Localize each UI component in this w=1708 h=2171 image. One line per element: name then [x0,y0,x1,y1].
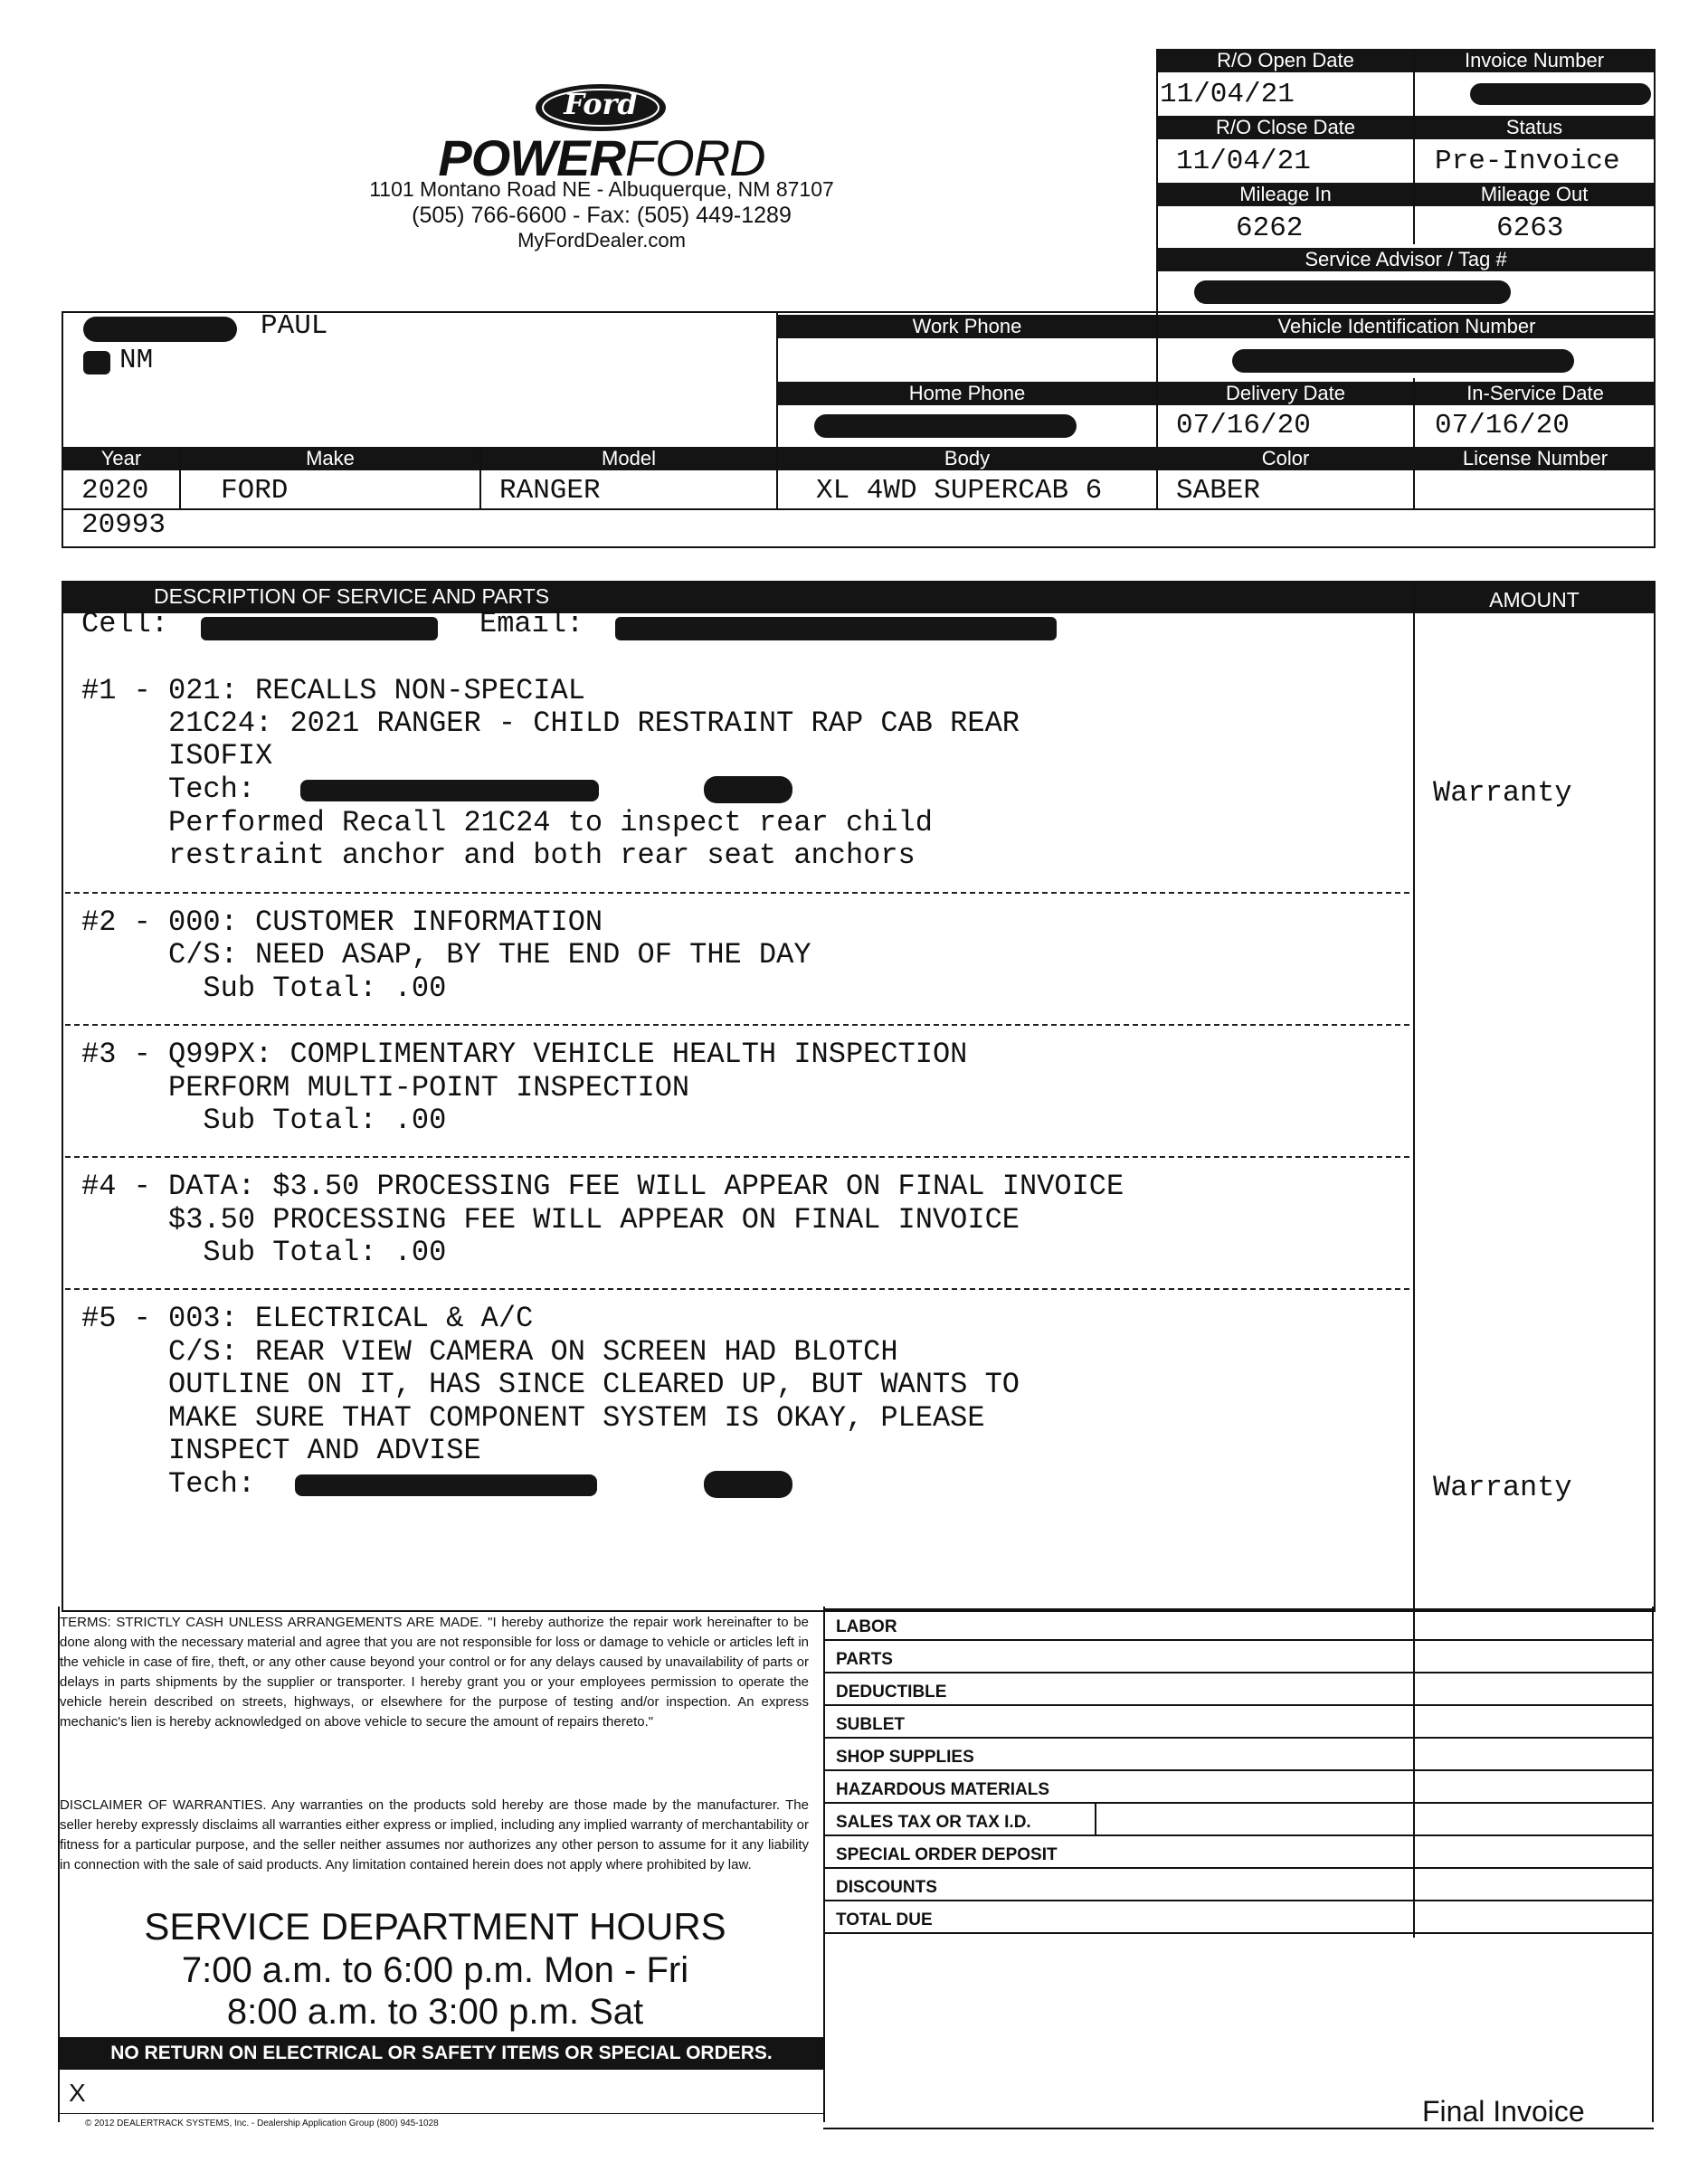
line5-row-1: #5 - 003: ELECTRICAL & A/C [81,1302,534,1335]
no-return-notice: NO RETURN ON ELECTRICAL OR SAFETY ITEMS OR SPECIAL ORDERS. [60,2037,823,2070]
line3-row-1: #3 - Q99PX: COMPLIMENTARY VEHICLE HEALTH INSPECTION [81,1038,968,1071]
in-service-date-label: In-Service Date [1415,382,1656,405]
dealer-website: MyFordDealer.com [517,229,686,251]
labor-row [825,1608,1652,1641]
line4-row-1: #4 - DATA: $3.50 PROCESSING FEE WILL APPEAR ON FINAL INVOICE [81,1170,1124,1203]
make-label: Make [306,447,355,469]
dealer-address: 1101 Montano Road NE - Albuquerque, NM 87107 [369,177,834,201]
license-number-label: License Number [1462,447,1608,469]
vin-redaction [1232,349,1574,373]
sales-tax-row [825,1804,1652,1836]
line3-row-3: Sub Total: .00 [81,1104,447,1137]
status-value: Pre-Invoice [1435,146,1620,177]
hazardous-label: HAZARDOUS MATERIALS [836,1780,1050,1799]
vin-label: Vehicle Identification Number [1158,315,1656,338]
ro-open-date-label: R/O Open Date [1158,49,1413,72]
line1-row-3: ISOFIX [81,739,273,773]
line5-row-3: OUTLINE ON IT, HAS SINCE CLEARED UP, BUT WANTS TO [81,1368,1020,1401]
total-due-row [825,1901,1652,1934]
ro-close-date-label: R/O Close Date [1158,116,1413,139]
email-label: Email: [479,607,584,640]
home-phone-redaction [814,414,1077,438]
tech-id-redaction-1 [704,776,792,803]
parts-row [825,1641,1652,1673]
dealer-name-rest: FORD [624,129,765,186]
body-label: Body [944,447,991,469]
in-service-date: 07/16/20 [1435,410,1570,441]
terms-text: TERMS: STRICTLY CASH UNLESS ARRANGEMENTS ARE MADE. "I hereby authorize the repair work hereinafter to be done along with the necessary material and agree that you are not responsible for loss or damage to vehicle or articles left in the vehicle in case of fire, theft, or any other cause beyond your control or for any delays caused by unavailability of parts or delays in parts shipments by the supplier or transporter. I hereby grant you or your employees permission to operate the vehicle herein described on streets, highways, or elsewhere for the purpose of testing and/or inspection. An express mechanic's lien is hereby acknowledged on above vehicle to secure the amount of repairs thereto." [60,1615,809,1730]
cell-redaction [201,617,438,640]
line5-row-6: Tech: [81,1467,256,1501]
tech-id-redaction-2 [704,1471,792,1498]
sublet-label: SUBLET [836,1715,905,1734]
tech-name-redaction-1 [300,780,599,801]
year-label: Year [100,447,142,469]
line1-row-2: 21C24: 2021 RANGER - CHILD RESTRAINT RAP CAB REAR [81,706,1020,740]
sales-tax-label: SALES TAX OR TAX I.D. [836,1813,1031,1832]
email-redaction [615,617,1057,640]
special-order-row [825,1836,1652,1869]
disclaimer-text: DISCLAIMER OF WARRANTIES. Any warranties on the products sold hereby are those made by the manufacturer. The seller hereby expressly disclaims all warranties either express or implied, including any implied warranty of merchantability or fitness for a particular purpose, and the seller neither assumes nor authorizes any other person to assume for it any liability in connection with the sale of said products. Any limitation contained herein does not apply where prohibited by law. [60,1797,809,1872]
customer-first-name: PAUL [261,310,328,342]
discounts-label: DISCOUNTS [836,1878,937,1897]
service-advisor-redaction [1194,280,1511,304]
hours-saturday: 8:00 a.m. to 3:00 p.m. Sat [226,1992,644,2032]
signature-x: X [69,2079,86,2107]
line5-row-2: C/S: REAR VIEW CAMERA ON SCREEN HAD BLOTCH [81,1335,898,1369]
delivery-date: 07/16/20 [1176,410,1311,441]
ro-open-date: 11/04/21 [1160,79,1295,110]
line1-row-1: #1 - 021: RECALLS NON-SPECIAL [81,674,585,707]
shop-supplies-row [825,1739,1652,1771]
labor-label: LABOR [836,1617,897,1636]
mileage-out: 6263 [1496,213,1564,244]
home-phone-label: Home Phone [778,382,1156,405]
hazardous-row [825,1771,1652,1804]
final-invoice-label: Final Invoice [1422,2095,1585,2128]
invoice-number-redaction [1470,83,1651,105]
line4-row-2: $3.50 PROCESSING FEE WILL APPEAR ON FINAL INVOICE [81,1203,1020,1237]
mileage-in: 6262 [1236,213,1304,244]
vehicle-color: SABER [1176,475,1261,507]
separator-1 [65,892,1409,894]
deductible-label: DEDUCTIBLE [836,1683,947,1702]
model-label: Model [602,447,656,469]
delivery-date-label: Delivery Date [1158,382,1413,405]
work-phone-label: Work Phone [778,315,1156,338]
line2-row-3: Sub Total: .00 [81,972,447,1005]
status-label: Status [1415,116,1654,139]
amount-header: AMOUNT [1489,588,1580,611]
line2-row-2: C/S: NEED ASAP, BY THE END OF THE DAY [81,938,811,972]
total-due-label: TOTAL DUE [836,1910,933,1929]
line1-row-4: Tech: [81,773,256,806]
tech-name-redaction-2 [295,1474,597,1496]
line5-row-4: MAKE SURE THAT COMPONENT SYSTEM IS OKAY, PLEASE [81,1401,985,1435]
mileage-out-label: Mileage Out [1415,183,1654,206]
mileage-in-label: Mileage In [1158,183,1413,206]
amount-line-1: Warranty [1433,776,1572,810]
cell-label: Cell: [81,607,169,640]
invoice-number-label: Invoice Number [1415,49,1654,72]
line5-row-5: INSPECT AND ADVISE [81,1434,481,1467]
description-header: DESCRIPTION OF SERVICE AND PARTS [154,584,550,608]
sublet-row [825,1706,1652,1739]
customer-state: NM [119,345,154,376]
hours-title: SERVICE DEPARTMENT HOURS [144,1905,726,1948]
vehicle-extra-number: 20993 [81,509,166,541]
customer-address-redaction [83,351,110,374]
discounts-row [825,1869,1652,1901]
amount-line-5: Warranty [1433,1471,1572,1504]
vehicle-body: XL 4WD SUPERCAB 6 [816,475,1103,507]
copyright: © 2012 DEALERTRACK SYSTEMS, Inc. - Dealership Application Group (800) 945-1028 [85,2119,439,2128]
ford-logo-text: Ford [564,87,638,121]
ro-close-date: 11/04/21 [1176,146,1311,177]
color-label: Color [1261,447,1310,469]
vehicle-model: RANGER [499,475,601,507]
dealer-phone: (505) 766-6600 - Fax: (505) 449-1289 [412,203,792,228]
customer-last-name-redaction [83,317,237,342]
vehicle-make: FORD [221,475,289,507]
line4-row-3: Sub Total: .00 [81,1236,447,1269]
separator-2 [65,1024,1409,1026]
line1-row-6: restraint anchor and both rear seat anchors [81,839,916,872]
hours-weekday: 7:00 a.m. to 6:00 p.m. Mon - Fri [181,1950,689,1990]
line2-row-1: #2 - 000: CUSTOMER INFORMATION [81,905,603,939]
line1-row-5: Performed Recall 21C24 to inspect rear child [81,806,933,839]
parts-label: PARTS [836,1650,893,1669]
separator-4 [65,1288,1409,1290]
dealer-name-bold: POWER [438,129,625,186]
line3-row-2: PERFORM MULTI-POINT INSPECTION [81,1071,690,1104]
service-advisor-label: Service Advisor / Tag # [1158,248,1654,271]
shop-supplies-label: SHOP SUPPLIES [836,1748,974,1767]
special-order-label: SPECIAL ORDER DEPOSIT [836,1845,1058,1864]
separator-3 [65,1156,1409,1158]
vehicle-year: 2020 [81,475,149,507]
deductible-row [825,1673,1652,1706]
